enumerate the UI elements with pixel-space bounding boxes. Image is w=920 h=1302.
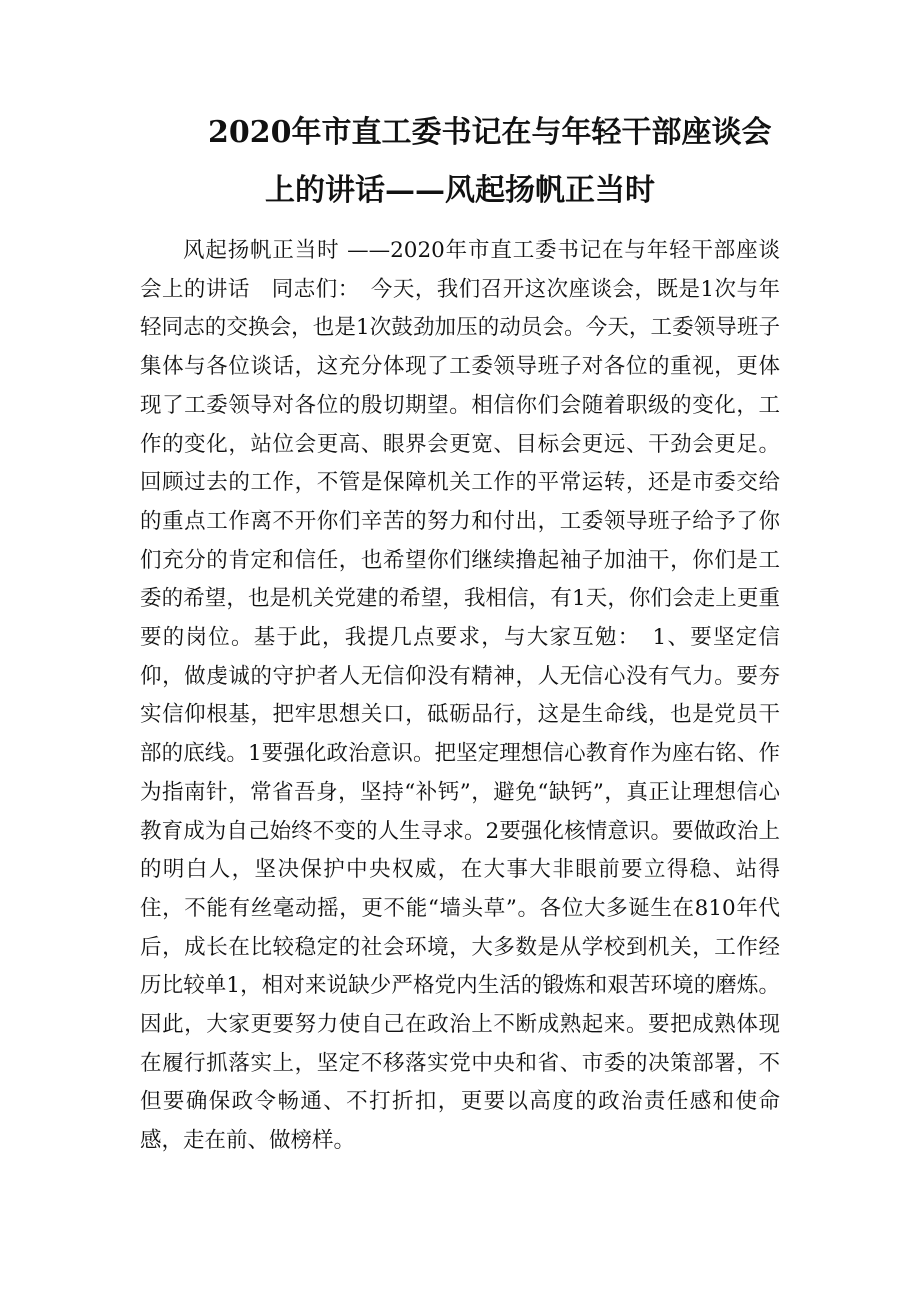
- document-title-line-1: 2020年市直工委书记在与年轻干部座谈会: [208, 115, 772, 150]
- document-body-paragraph: 风起扬帆正当时 ——2020年市直工委书记在与年轻干部座谈会上的讲话 同志们： 今天，我们召开这次座谈会，既是1次与年轻同志的交换会，也是1次鼓劲加压的动员会。今天，工委领导班子集体与各位谈话，这充分体现了工委领导班子对各位的重视，更体现了工委领导对各位的殷切期望。相信你们会随着职级的变化，工作的变化，站位会更高、眼界会更宽、目标会更远、干劲会更足。回顾过去的工作，不管是保障机关工作的平常运转，还是市委交给的重点工作离不开你们辛苦的努力和付出，工委领导班子给予了你们充分的肯定和信任，也希望你们继续撸起袖子加油干，你们是工委的希望，也是机关党建的希望，我相信，有1天，你们会走上更重要的岗位。基于此，我提几点要求，与大家互勉： 1、要坚定信仰，做虔诚的守护者人无信仰没有精神，人无信心没有气力。要夯实信仰根基，把牢思想关口，砥砺品行，这是生命线，也是党员干部的底线。1要强化政治意识。把坚定理想信心教育作为座右铭、作为指南针，常省吾身，坚持“补钙”，避免“缺钙”，真正让理想信心教育成为自己始终不变的人生寻求。2要强化核情意识。要做政治上的明白人，坚决保护中央权威，在大事大非眼前要立得稳、站得住，不能有丝毫动摇，更不能“墙头草”。各位大多诞生在810年代后，成长在比较稳定的社会环境，大多数是从学校到机关，工作经历比较单1，相对来说缺少严格党内生活的锻炼和艰苦环境的磨炼。因此，大家更要努力使自己在政治上不断成熟起来。要把成熟体现在履行抓落实上，坚定不移落实党中央和省、市委的决策部署，不但要确保政令畅通、不打折扣，更要以高度的政治责任感和使命感，走在前、做榜样。: [140, 238, 780, 1154]
- document-title-line-2: 上的讲话——风起扬帆正当时: [265, 173, 655, 208]
